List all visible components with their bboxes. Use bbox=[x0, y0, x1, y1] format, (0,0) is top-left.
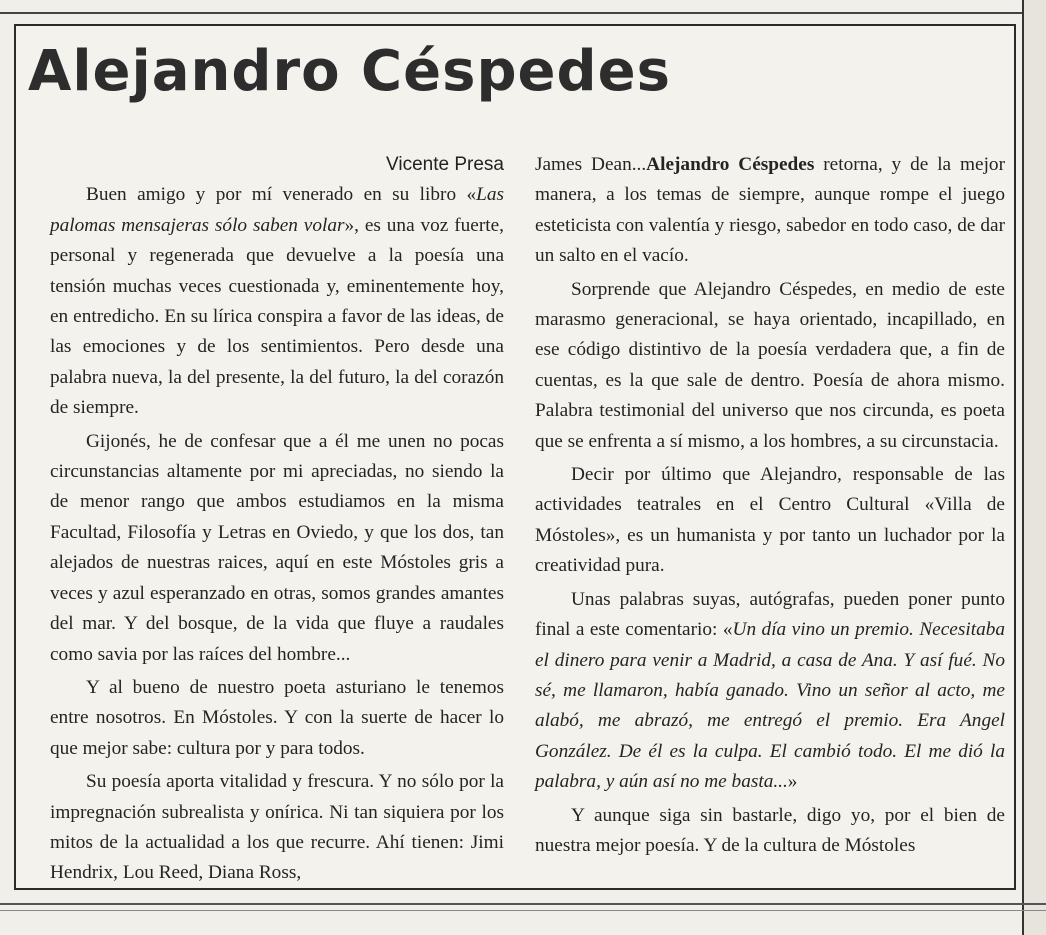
paragraph-1-end: », es una voz fuerte, personal y regenerada que devuelve a la poesía una tensión muchas veces cuestionada y, eminentemente hoy, en entredicho. En su lírica conspira a favor de las ideas, de las emociones y de los sentimientos. Pero desde una palabra nueva, la del presente, la del futuro, la del corazón de siempre. bbox=[50, 214, 504, 419]
paragraph-1-start: Buen amigo y por mí venerado en su libro « bbox=[86, 184, 477, 206]
paragraph-5: Sorprende que Alejandro Céspedes, en medio de este marasmo generacional, se haya orientado, incapillado, en ese código distintivo de la poesía verdadera que, a fin de cuentas, es la que sale de dentro. Poesía de ahora mismo. Palabra testimonial del universo que nos circunda, es poeta que se enfrenta a sí mismo, a los hombres, a su circunstacia. bbox=[535, 278, 1005, 452]
top-border-rule bbox=[0, 0, 1046, 14]
paragraph-6: Decir por último que Alejandro, responsable de las actividades teatrales en el Centro Cultural «Villa de Móstoles», es un humanista y por tanto un luchador por la creatividad pura. bbox=[535, 464, 1005, 577]
paragraph-4-cont-start: James Dean... bbox=[535, 154, 647, 175]
poet-name: Alejandro Céspedes bbox=[646, 154, 815, 175]
bottom-border-rule-thin bbox=[0, 910, 1046, 911]
paragraph-4-cont-end: retorna, y de la mejor manera, a los temas de siempre, aunque rompe el juego esteticista con valentía y riesgo, sabedor en todo caso, de dar un salto en el vacío. bbox=[535, 154, 1005, 267]
paragraph-1 bbox=[50, 180, 504, 423]
paragraph-4: Su poesía aporta vitalidad y frescura. Y no sólo por la impregnación subrealista y onírica. Ni tan siquiera por los mitos de la actualidad a los que recurre. Ahí tienen: Jimi Hendrix, Lou Reed, Diana Ross, bbox=[50, 771, 504, 884]
poet-quote: Un día vino un premio. Necesitaba el dinero para venir a Madrid, a casa de Ana. Y así fué. No sé, me llamaron, había ganado. Vino un señor al acto, me alabó, me abrazó, me entregó el premio. Era Angel González. De él es la culpa. El cambió todo. El me dió la palabra, y aún así no me basta... bbox=[535, 619, 1005, 793]
bottom-border-rule bbox=[0, 903, 1046, 905]
adjacent-column-edge bbox=[1022, 0, 1046, 935]
paragraph-2: Gijonés, he de confesar que a él me unen no pocas circunstancias altamente por mi apreciadas, no siendo la de menor rango que ambos estudiamos en la misma Facultad, Filosofía y Letras en Oviedo, y que los dos, tan alejados de nuestras raices, aquí en este Móstoles gris a veces y azul esperanzado en otras, somos grandes amantes del mar. Y del bosque, de la vida que fluye a raudales como savia por las raíces del hombre... bbox=[50, 430, 504, 665]
paragraph-4-continued bbox=[535, 150, 1005, 272]
headline: Alejandro Céspedes bbox=[28, 39, 671, 104]
paragraph-7-start: Unas palabras suyas, autógrafas, pueden poner punto final a este comentario: « bbox=[535, 588, 1005, 641]
paragraph-7 bbox=[535, 585, 1005, 798]
left-column bbox=[50, 150, 504, 889]
paragraph-3: Y al bueno de nuestro poeta asturiano le tenemos entre nosotros. En Móstoles. Y con la suerte de hacer lo que mejor sabe: cultura por y para todos. bbox=[50, 676, 504, 759]
book-title: Las palomas mensajeras sólo saben volar bbox=[50, 184, 504, 236]
paragraph-7-end: » bbox=[787, 771, 798, 793]
author-byline: Vicente Presa bbox=[386, 154, 504, 175]
paragraph-8: Y aunque siga sin bastarle, digo yo, por el bien de nuestra mejor poesía. Y de la cultura de Móstoles bbox=[535, 804, 1005, 856]
right-column bbox=[535, 150, 1005, 861]
